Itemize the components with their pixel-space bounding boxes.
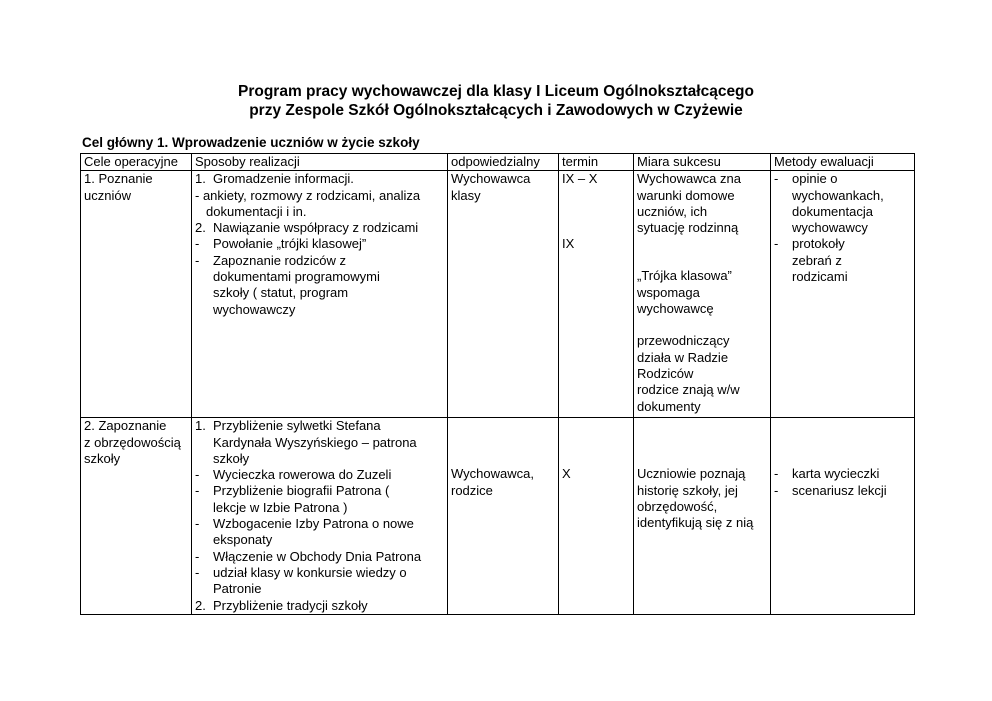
work-plan-table bbox=[80, 153, 915, 615]
list-item: - Wzbogacenie Izby Patrona o nowe eksponaty bbox=[195, 516, 414, 548]
cell-cel bbox=[81, 171, 192, 418]
cell-metody: - karta wycieczki - scenariusz lekcji bbox=[771, 418, 915, 615]
table-row bbox=[81, 418, 915, 615]
list-item: 2. Nawiązanie współpracy z rodzicami bbox=[195, 220, 419, 236]
list-item: - Włączenie w Obchody Dnia Patrona bbox=[195, 548, 422, 564]
table-row bbox=[81, 171, 915, 418]
list-item: - ankiety, rozmowy z rodzicami, analiza bbox=[195, 187, 421, 203]
main-goal-heading: Cel główny 1. Wprowadzenie uczniów w życie szkoły bbox=[82, 135, 420, 150]
list-item: - Wycieczka rowerowa do Zuzeli bbox=[195, 467, 392, 483]
header-miara: Miara sukcesu bbox=[634, 154, 771, 171]
cell-miara: Uczniowie poznają historię szkoły, jej obrzędowość, identyfikują się z nią bbox=[634, 418, 771, 615]
cell-termin: IX – X IX bbox=[559, 171, 634, 418]
cell-odpowiedzialny: Wychowawca klasy bbox=[448, 171, 559, 418]
list-item: 1. Gromadzenie informacji. bbox=[195, 171, 354, 187]
cell-metody: - opinie o wychowankach, dokumentacja wychowawcy - protokoły zebrań z rodzicami bbox=[771, 171, 915, 418]
cell-miara: Wychowawca zna warunki domowe uczniów, ich sytuację rodzinną „Trójka klasowa” wspomaga wychowawcę przewodniczący działa w Radzie Rodziców rodzice znają w/w dokumenty bbox=[634, 171, 771, 418]
list-item: 2. Przybliżenie tradycji szkoły bbox=[195, 597, 368, 613]
list-item: - Zapoznanie rodziców z dokumentami programowymi szkoły ( statut, program wychowawczy bbox=[195, 252, 380, 317]
list-item: - udział klasy w konkursie wiedzy o Patronie bbox=[195, 564, 407, 597]
cell-odpowiedzialny: Wychowawca, rodzice bbox=[448, 418, 559, 615]
list-item: 1. Przybliżenie sylwetki Stefana Kardynała Wyszyńskiego – patrona szkoły bbox=[195, 418, 417, 466]
cell-sposoby bbox=[192, 418, 448, 615]
cell-cel: 2. Zapoznanie z obrzędowością szkoły bbox=[81, 418, 192, 615]
cel-text: 1. Poznanie uczniów bbox=[84, 171, 153, 203]
header-termin: termin bbox=[559, 154, 634, 171]
header-metody: Metody ewaluacji bbox=[771, 154, 915, 171]
document-title-line2: przy Zespole Szkół Ogólnokształcących i Zawodowych w Czyżewie bbox=[249, 102, 743, 119]
header-sposoby: Sposoby realizacji bbox=[192, 154, 448, 171]
cell-sposoby bbox=[192, 171, 448, 418]
cell-termin: X bbox=[559, 418, 634, 615]
document-title-line1: Program pracy wychowawczej dla klasy I Liceum Ogólnokształcącego bbox=[238, 83, 754, 100]
table-header-row bbox=[81, 154, 915, 171]
header-cele: Cele operacyjne bbox=[81, 154, 192, 171]
header-odpowiedzialny: odpowiedzialny bbox=[448, 154, 559, 171]
list-item: dokumentacji i in. bbox=[206, 203, 307, 219]
list-item: - Przybliżenie biografii Patrona ( lekcje w Izbie Patrona ) bbox=[195, 483, 390, 515]
list-item: - Powołanie „trójki klasowej” bbox=[195, 236, 367, 252]
